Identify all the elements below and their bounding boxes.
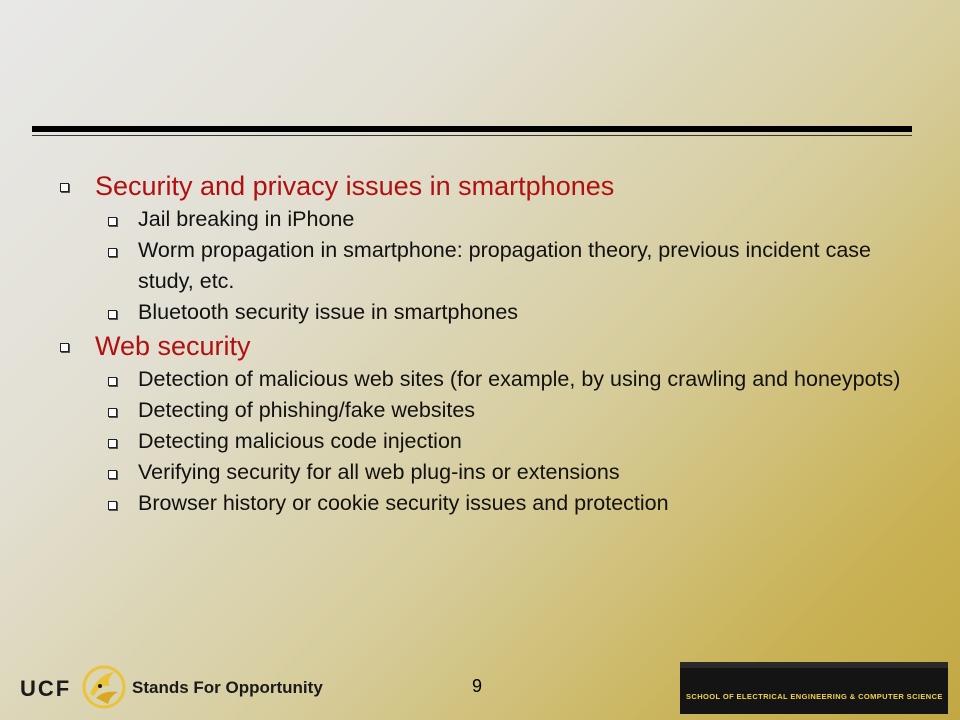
list-item-text: Detecting of phishing/fake websites (138, 398, 476, 422)
checkbox-bullet-icon (108, 439, 117, 448)
school-banner-stripe (680, 662, 948, 668)
list-item (58, 457, 918, 488)
list-item-text: Detection of malicious web sites (for example, by using crawling and honeypots) (138, 367, 901, 391)
checkbox-bullet-icon (108, 408, 117, 417)
school-banner (680, 662, 948, 714)
checkbox-bullet-icon (60, 183, 69, 192)
list-item-text: Jail breaking in iPhone (138, 207, 355, 231)
list-item-text: Detecting malicious code injection (138, 429, 462, 453)
school-name: SCHOOL OF ELECTRICAL ENGINEERING & COMPUTER SCIENCE (686, 692, 943, 701)
checkbox-bullet-icon (108, 248, 117, 257)
checkbox-bullet-icon (108, 377, 117, 386)
section-heading-text: Security and privacy issues in smartphones (95, 171, 615, 201)
checkbox-bullet-icon (108, 310, 117, 319)
checkbox-bullet-icon (60, 343, 69, 352)
list-item-text: Verifying security for all web plug-ins or extensions (138, 460, 620, 484)
ucf-logo-text: UCF (20, 676, 72, 701)
ucf-logo (20, 664, 340, 714)
list-item (58, 364, 918, 395)
slide-content (58, 168, 918, 519)
list-item-text: Worm propagation in smartphone: propagation theory, previous incident case study, etc. (138, 238, 872, 293)
page-number: 9 (472, 676, 483, 696)
list-item (58, 395, 918, 426)
list-item (58, 426, 918, 457)
checkbox-bullet-icon (108, 470, 117, 479)
section-heading (58, 328, 918, 364)
list-item (58, 204, 918, 235)
section-heading (58, 168, 918, 204)
list-item (58, 297, 918, 328)
list-item (58, 235, 918, 297)
title-divider-thin (32, 135, 912, 136)
pegasus-icon (80, 664, 128, 710)
section-heading-text: Web security (95, 331, 251, 361)
checkbox-bullet-icon (108, 217, 117, 226)
list-item (58, 488, 918, 519)
ucf-tagline: Stands For Opportunity (132, 678, 323, 697)
title-divider-thick (32, 126, 912, 132)
checkbox-bullet-icon (108, 501, 117, 510)
list-item-text: Browser history or cookie security issues and protection (138, 491, 669, 515)
list-item-text: Bluetooth security issue in smartphones (138, 300, 519, 324)
